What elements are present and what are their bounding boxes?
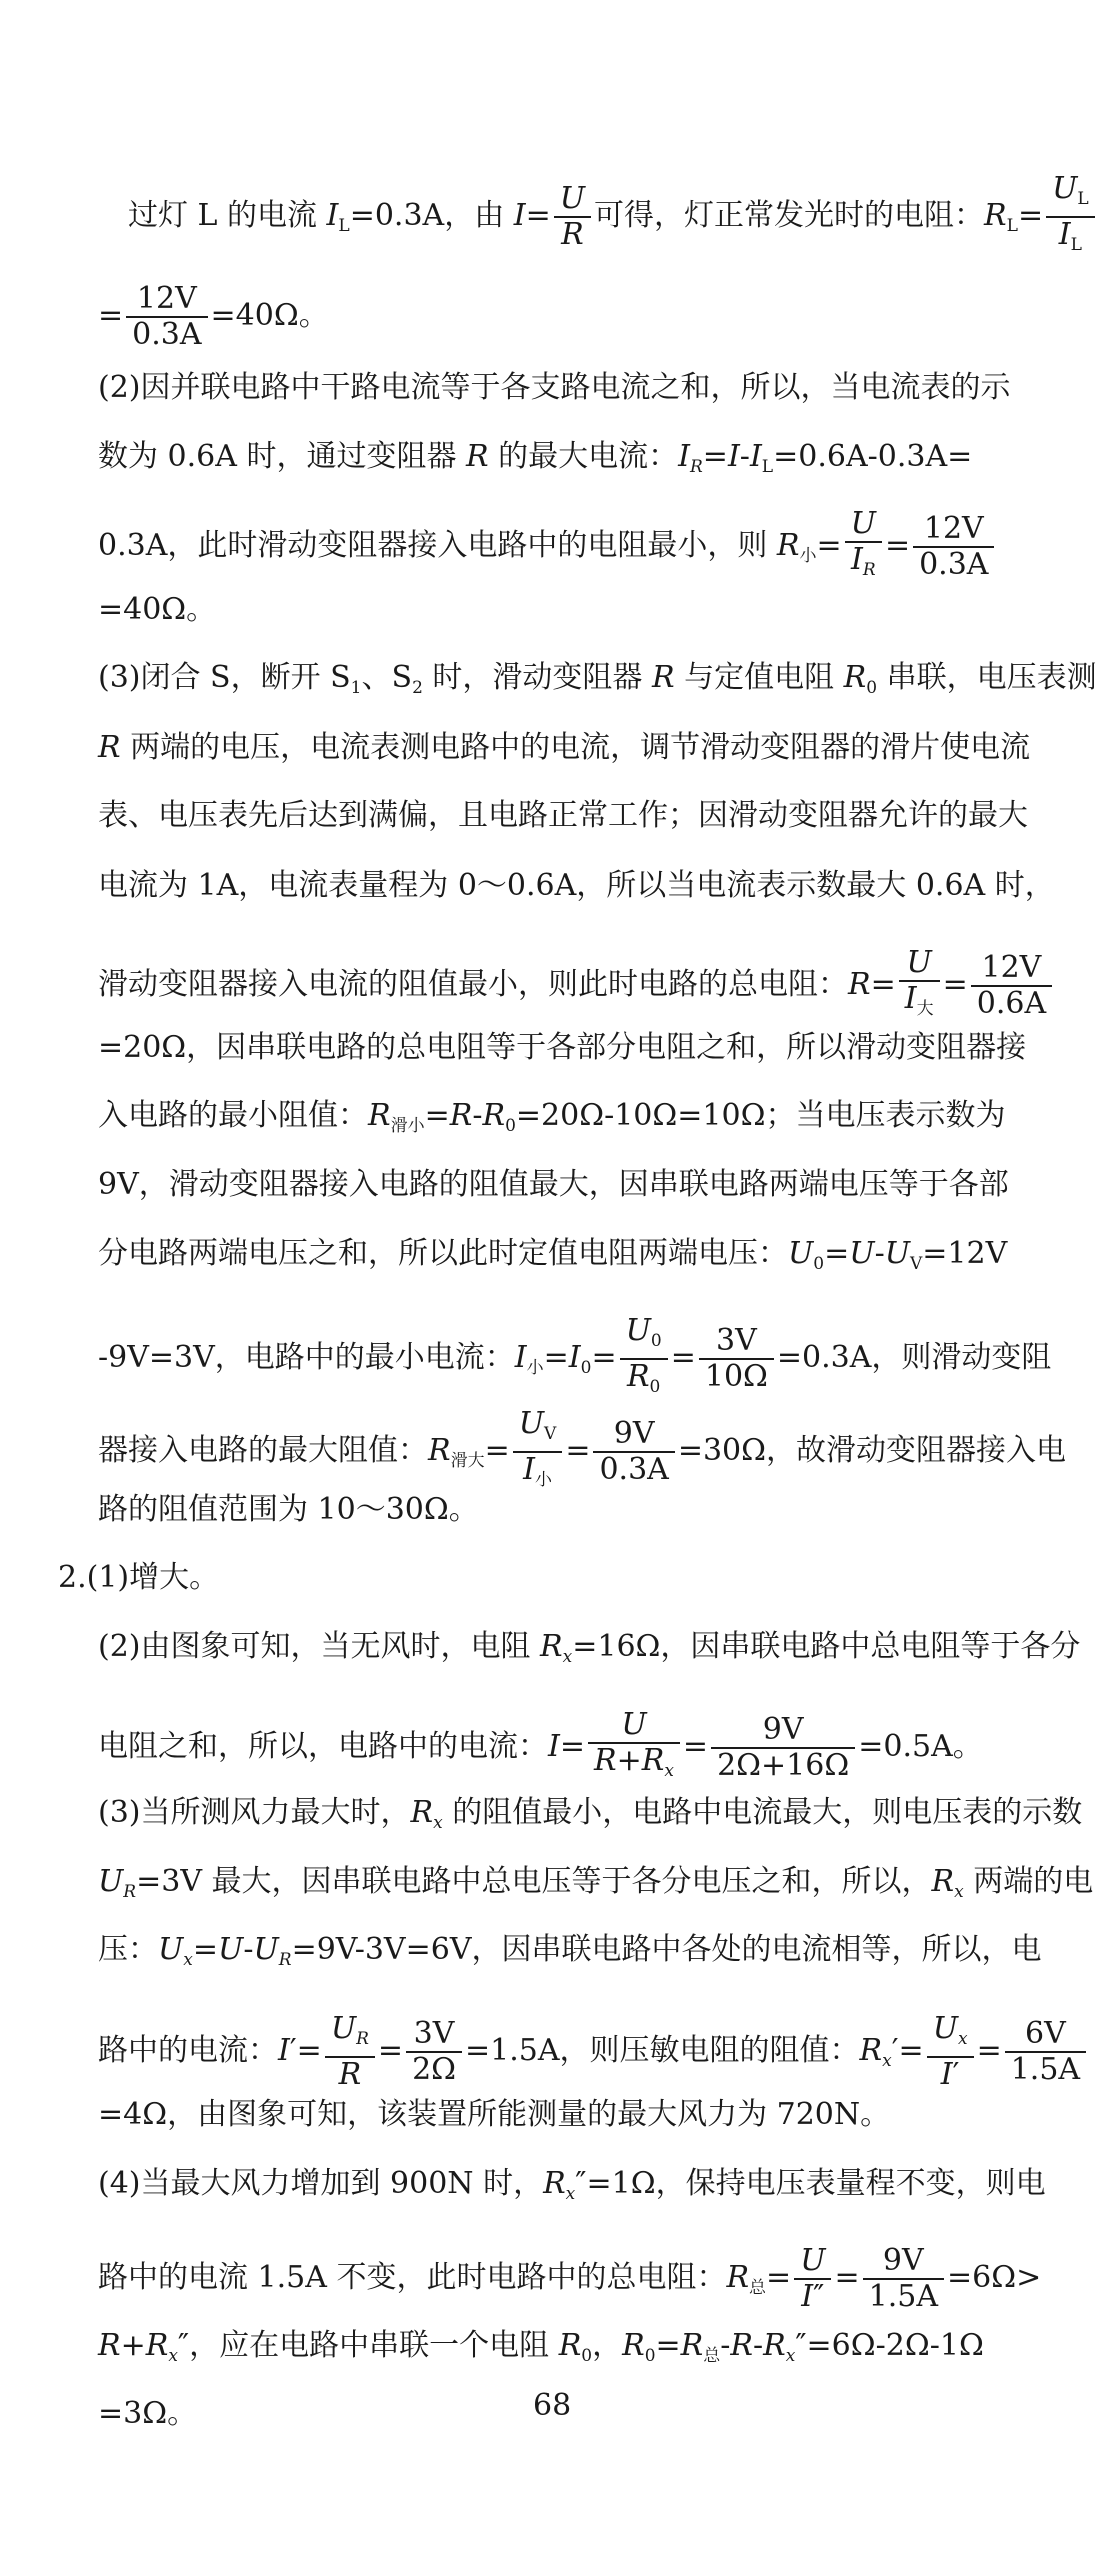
- text-line: 9V，滑动变阻器接入电路的阻值最大，因串联电路两端电压等于各部: [98, 1167, 1009, 1202]
- text-line: 电阻之和，所以，电路中的电流：I= $\frac{U}{R+R_x}$ = $\frac{9V}{2\Omega+16\Omega}$ =0.5A。: [98, 1708, 983, 1788]
- fraction: $\frac{U_x}{I'}$: [927, 2012, 974, 2092]
- text-line: 滑动变阻器接入电流的阻值最小，则此时电路的总电阻：R= $\frac{U}{I_大}$ = $\frac{12V}{0.6A}$: [98, 946, 1055, 1026]
- fraction: $\frac{U}{R}$: [554, 182, 591, 252]
- text-line: 0.3A，此时滑动变阻器接入电路中的电阻最小，则 $R_小=$ $\frac{U}{I_R}$ = $\frac{12V}{0.3A}$: [98, 507, 997, 587]
- text-line: 路中的电流：I′= $\frac{U_R}{R}$ = $\frac{3V}{2\Omega}$ =1.5A，则压敏电阻的阻值：$R_x'=$ $\frac{U_x}{I'}$ = $\frac{6V}{1.5A}$: [98, 2012, 1089, 2092]
- fraction: $\frac{U}{I_R}$: [845, 507, 882, 587]
- text-line: (2)由图象可知，当无风时，电阻 $R_x=16\Omega$，因串联电路中总电阻等于各分: [98, 1629, 1081, 1667]
- text-line: 压：$U_x=U-U_R=9V-3V=6V$，因串联电路中各处的电流相等，所以，电: [98, 1932, 1042, 1970]
- text-line: (3)当所测风力最大时，$R_x$ 的阻值最小，电路中电流最大，则电压表的示数: [98, 1795, 1083, 1833]
- text-line: $U_R=3V$ 最大，因串联电路中总电压等于各分电压之和，所以，$R_x$ 两端的电: [98, 1864, 1094, 1902]
- fraction: $\frac{U_0}{R_0}$: [620, 1314, 668, 1404]
- fraction: $\frac{3V}{10\Omega}$: [699, 1324, 774, 1394]
- fraction: $\frac{12V}{0.6A}$: [971, 951, 1052, 1021]
- fraction: $\frac{U}{R+R_x}$: [588, 1708, 680, 1788]
- question-number-line: 2.(1)增大。: [58, 1560, 220, 1595]
- text-line: =3Ω。: [98, 2396, 198, 2431]
- fraction: $\frac{12V}{0.3A}$: [913, 512, 994, 582]
- text-line: = $\frac{12V}{0.3A}$ =40Ω。: [98, 281, 329, 352]
- text-line: (2)因并联电路中干路电流等于各支路电流之和，所以，当电流表的示: [98, 370, 1011, 405]
- fraction: $\frac{9V}{1.5A}$: [863, 2244, 944, 2314]
- text-line: -9V=3V，电路中的最小电流：$I_小=I_0=$ $\frac{U_0}{R_0}$ = $\frac{3V}{10\Omega}$ =0.3A，则滑动变阻: [98, 1314, 1051, 1404]
- text-line: =4Ω，由图象可知，该装置所能测量的最大风力为 720N。: [98, 2097, 891, 2132]
- page-number: 68: [533, 2388, 572, 2423]
- text-line: (4)当最大风力增加到 900N 时，$R_x''=1\Omega$，保持电压表量程不变，则电: [98, 2166, 1046, 2204]
- text-line: 入电路的最小阻值：$R_{滑小}=R-R_0=20\Omega-10\Omega=10\Omega$；当电压表示数为: [98, 1098, 1006, 1136]
- text-line: =40Ω。: [98, 592, 217, 627]
- text-line: 过灯 L 的电流 $I_L=0.3A$，由 I= $\frac{U}{R}$ 可得，灯正常发光时的电阻：$R_L=$ $\frac{U_L}{I_L}$: [128, 172, 1098, 262]
- text-line: 电流为 1A，电流表量程为 0～0.6A，所以当电流表示数最大 0.6A 时，: [98, 868, 1055, 903]
- fraction: $\frac{9V}{0.3A}$: [593, 1417, 674, 1487]
- text-line: 表、电压表先后达到满偏，且电路正常工作；因滑动变阻器允许的最大: [98, 798, 1028, 833]
- text-line: (3)闭合 S，断开 $S_1$、$S_2$ 时，滑动变阻器 R 与定值电阻 $R_0$ 串联，电压表测: [98, 660, 1097, 698]
- fraction: $\frac{3V}{2\Omega}$: [406, 2017, 462, 2087]
- fraction: $\frac{9V}{2\Omega+16\Omega}$: [711, 1713, 855, 1783]
- text-line: =20Ω，因串联电路的总电阻等于各部分电阻之和，所以滑动变阻器接: [98, 1030, 1027, 1065]
- fraction: $\frac{U_R}{R}$: [325, 2012, 375, 2092]
- text-line: 路的阻值范围为 10～30Ω。: [98, 1492, 479, 1527]
- text-line: $R+R_x''$，应在电路中串联一个电阻 $R_0$，$R_0=R_总-R-R_x''=6\Omega-2\Omega-1\Omega$: [98, 2328, 984, 2366]
- fraction: $\frac{U}{I''}$: [794, 2244, 831, 2314]
- fraction: $\frac{U}{I_大}$: [899, 946, 940, 1026]
- text-line: 分电路两端电压之和，所以此时定值电阻两端电压：$U_0=U-U_V=12V$: [98, 1236, 1008, 1274]
- fraction: $\frac{U_V}{I_小}$: [513, 1407, 563, 1497]
- text-line: R 两端的电压，电流表测电路中的电流，调节滑动变阻器的滑片使电流: [98, 730, 1031, 765]
- text-line: 数为 0.6A 时，通过变阻器 R 的最大电流：$I_R=I-I_L=0.6A-0.3A=$: [98, 439, 973, 477]
- fraction: $\frac{U_L}{I_L}$: [1046, 172, 1095, 262]
- text-line: 器接入电路的最大阻值：$R_{滑大}=$ $\frac{U_V}{I_小}$ = $\frac{9V}{0.3A}$ =30Ω，故滑动变阻器接入电: [98, 1407, 1066, 1497]
- fraction: $\frac{6V}{1.5A}$: [1005, 2017, 1086, 2087]
- fraction: $\frac{12V}{0.3A}$: [126, 282, 207, 352]
- text-line: 路中的电流 1.5A 不变，此时电路中的总电阻：$R_总=$ $\frac{U}{I''}$ = $\frac{9V}{1.5A}$ =6Ω>: [98, 2243, 1042, 2314]
